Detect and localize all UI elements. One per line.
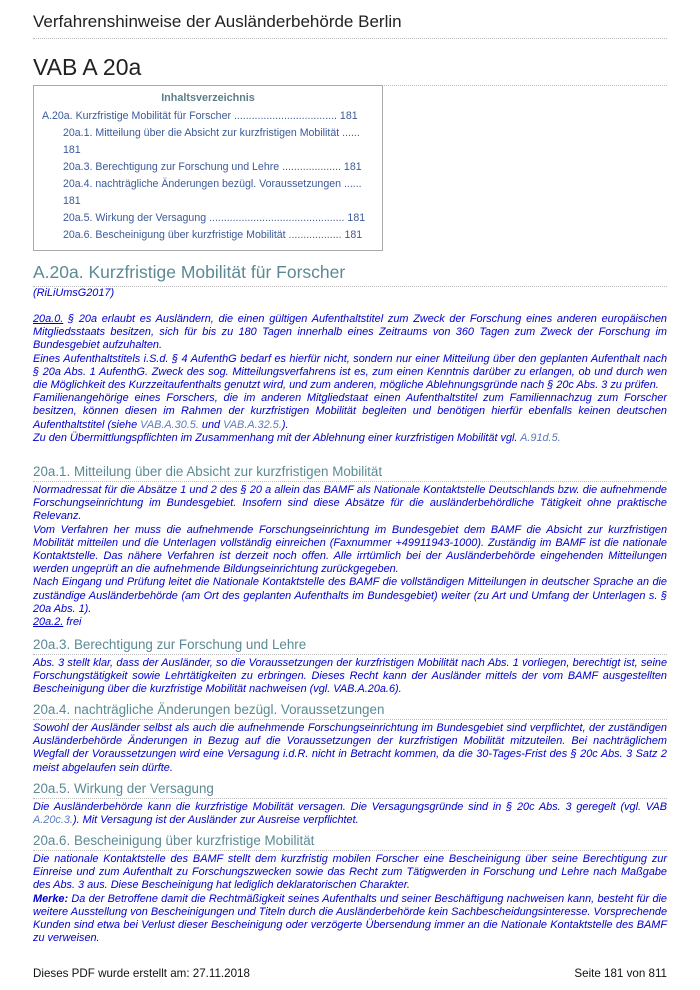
section-heading-20a3: 20a.3. Berechtigung zur Forschung und Lehre xyxy=(33,637,667,655)
footer-page-number: Seite 181 von 811 xyxy=(574,967,667,980)
toc-leader: ................................... xyxy=(233,110,337,122)
paragraph-text: und xyxy=(198,418,224,431)
section-main-source xyxy=(33,287,667,300)
paragraph-text: frei xyxy=(63,616,82,629)
paragraph xyxy=(33,616,667,629)
toc-leader: .................. xyxy=(288,229,342,241)
toc-leader: .................... xyxy=(282,161,341,173)
paragraph xyxy=(33,392,667,432)
toc-entry-page[interactable]: 181 xyxy=(339,110,358,122)
toc-leader: ...... xyxy=(342,127,360,139)
paragraph-text: ). xyxy=(281,418,289,431)
paragraph xyxy=(33,801,667,827)
page-footer xyxy=(33,967,667,980)
paragraph-text: Familienangehörige eines Forschers, die im anderen Mitgliedstaat einen Aufenthaltstitel zum Familiennachzug zum Forscher besitzen, können diesen im Rahmen der kurzfristigen Mobilität begleiten und benötigen hierfür ebenfalls keinen deutschen Aufenthaltstitel (siehe xyxy=(33,392,667,431)
section-20a6-body xyxy=(33,853,667,945)
paragraph: Eines Aufenthaltstitels i.S.d. § 4 AufenthG bedarf es hierfür nicht, sondern nur einer Mitteilung über den geplanten Aufenthalt nach § 20a Abs. 1 AufenthG. Zweck des sog. Mitteilungsverfahrens ist es, zum einen Kenntnis darüber zu erlangen, ob und durch wen die Möglichkeit des Kurzzeitaufenthalts genutzt wird, und zum anderen, mögliche Ablehnungsgründe nach § 20c Abs. 3 zu prüfen. xyxy=(33,352,667,392)
section-heading-20a5: 20a.5. Wirkung der Versagung xyxy=(33,781,667,799)
paragraph: Abs. 3 stellt klar, dass der Ausländer, so die Voraussetzungen der kurzfristigen Mobilität nach Abs. 1 vorliegen, berechtigt ist, seine Forschungstätigkeit sowie Lehrtätigkeiten zu erbringen. Dieses Recht kann der Ausländer mittels der vom BAMF ausgestellten Bescheinigung über die kurzfristige Mobilität nachweisen (vgl. VAB.A.20a.6). xyxy=(33,657,667,696)
paragraph-text: Da der Betroffene damit die Rechtmäßigkeit seines Aufenthalts und seiner Beschäftigung nachweisen kann, besteht für die weitere Ausstellung von Bescheinigungen und Titeln durch die Ausländerbehörde kein Sachbescheidungsinteresse. Vorsprechende Kunden sind etwa bei Verlust dieser Bescheinigung oder verzögerte Übersendung immer an die Nationale Kontaktstelle des BAMF zu verweisen. xyxy=(33,892,667,945)
cross-reference-link[interactable]: A.91d.5. xyxy=(520,431,561,444)
footer-created-date: Dieses PDF wurde erstellt am: 27.11.2018 xyxy=(33,967,250,980)
toc-entry-page[interactable]: 181 xyxy=(344,229,363,241)
toc-entry-text[interactable]: 20a.4. nachträgliche Änderungen bezügl. Voraussetzungen xyxy=(63,178,341,190)
toc-leader: .............................................. xyxy=(209,212,345,224)
toc-leader: ...... xyxy=(343,178,362,190)
paragraph: Sowohl der Ausländer selbst als auch die aufnehmende Forschungseinrichtung im Bundesgebiet sind verpflichtet, der zuständigen Ausländerbehörde Änderungen in Bezug auf die Voraussetzungen der kurzfristigen Mobilität mitzuteilen. Bei nachträglichem Wegfall der Voraussetzungen wird eine Versagung i.d.R. nicht in Betracht kommen, da die 30-Tages-Frist des § 20c Abs. 3 Satz 2 meist abgelaufen sein dürfte. xyxy=(33,722,667,774)
paragraph: Normadressat für die Absätze 1 und 2 des § 20 a allein das BAMF als Nationale Kontaktstelle Deutschlands bzw. die aufnehmende Forschungseinrichtung im Bundesgebiet. Insofern sind diese Absätze für die ausländerbehördliche Tätigkeit ohne praktische Relevanz. xyxy=(33,484,667,523)
paragraph-text: Die Ausländerbehörde kann die kurzfristige Mobilität versagen. Die Versagungsgründe sind in § 20c Abs. 3 geregelt (vgl. VAB xyxy=(33,801,667,813)
paragraph-text: ). Mit Versagung ist der Ausländer zur Ausreise verpflichtet. xyxy=(72,814,359,827)
paragraph-text: Zu den Übermittlungspflichten im Zusammenhang mit der Ablehnung einer kurzfristigen Mobilität vgl. xyxy=(33,431,521,444)
paragraph-number: 20a.0. xyxy=(33,313,64,325)
section-main-body xyxy=(33,313,667,445)
toc-entry[interactable] xyxy=(42,227,374,244)
toc-entry-page[interactable]: 181 xyxy=(347,212,366,224)
toc-entry-text[interactable]: 20a.5. Wirkung der Versagung xyxy=(63,212,207,224)
paragraph xyxy=(33,313,667,353)
section-heading-20a1: 20a.1. Mitteilung über die Absicht zur kurzfristigen Mobilität xyxy=(33,464,667,482)
section-heading-20a4: 20a.4. nachträgliche Änderungen bezügl. Voraussetzungen xyxy=(33,702,667,720)
cross-reference-link[interactable]: A.20c.3. xyxy=(33,814,73,827)
cross-reference-link[interactable]: VAB.A.30.5. xyxy=(140,418,199,431)
toc-entry[interactable] xyxy=(42,159,374,176)
section-20a3-body xyxy=(33,657,667,697)
toc-entry-text[interactable]: 20a.6. Bescheinigung über kurzfristige Mobilität xyxy=(63,229,286,241)
section-20a5-body xyxy=(33,801,667,827)
source-note: (RiLiUmsG2017) xyxy=(33,287,115,299)
table-of-contents xyxy=(33,85,383,251)
toc-entry-page[interactable]: 181 xyxy=(63,195,81,207)
section-heading-main: A.20a. Kurzfristige Mobilität für Forscher xyxy=(33,262,667,287)
toc-entry[interactable] xyxy=(42,210,374,227)
toc-entry[interactable] xyxy=(42,125,374,159)
toc-title: Inhaltsverzeichnis xyxy=(161,92,255,104)
toc-entry[interactable] xyxy=(42,108,374,125)
toc-entry-page[interactable]: 181 xyxy=(63,144,81,156)
paragraph-text: § 20a erlaubt es Ausländern, die einen gültigen Aufenthaltstitel zum Zweck der Forschung eines anderen europäischen Mitgliedsstaats besitzen, sich für bis zu 180 Tagen innerhalb eines Zeitraums von 360 Tagen zum Zweck der Forschung im Bundesgebiet aufzuhalten. xyxy=(33,313,667,352)
paragraph-number: 20a.2. xyxy=(33,616,64,629)
paragraph xyxy=(33,893,667,946)
section-20a1-body xyxy=(33,484,667,629)
cross-reference-link[interactable]: VAB.A.32.5. xyxy=(223,418,282,431)
toc-entry-text[interactable]: 20a.1. Mitteilung über die Absicht zur kurzfristigen Mobilität xyxy=(63,127,340,139)
document-title: VAB A 20a xyxy=(33,54,667,86)
toc-entry[interactable] xyxy=(42,176,374,210)
paragraph: Die nationale Kontaktstelle des BAMF stellt dem kurzfristig mobilen Forscher eine Bescheinigung über seine Berechtigung zur Einreise und zum Aufenthalt zu Forschungszwecken sowie das Recht zum Tätigwerden in Forschung und Lehre nach Maßgabe des Abs. 3 aus. Diese Bescheinigung hat lediglich deklaratorischen Charakter. xyxy=(33,853,667,892)
toc-entry-text[interactable]: A.20a. Kurzfristige Mobilität für Forscher xyxy=(42,110,231,122)
note-label: Merke: xyxy=(33,892,69,905)
paragraph: Nach Eingang und Prüfung leitet die Nationale Kontaktstelle des BAMF die vollständigen Mitteilungen in deutscher Sprache an die zuständige Ausländerbehörde (am Ort des geplanten Aufenthalts im Bundesgebiet) weiter (zu Art und Umfang der Unterlagen s. § 20a Abs. 1). xyxy=(33,576,667,615)
paragraph: Vom Verfahren her muss die aufnehmende Forschungseinrichtung im Bundesgebiet dem BAMF die Absicht zur kurzfristigen Mobilität mitteilen und die Unterlagen vollständig einreichen (Faxnummer +49911943-1000). Zuständig im BAMF ist die nationale Kontaktstelle. Das nähere Verfahren ist derzeit noch offen. Alle irrtümlich bei der Ausländerbehörde eingehenden Mitteilungen werden ungeprüft an die aufnehmende Bildungseinrichtung zurückgegeben. xyxy=(33,523,667,576)
running-header: Verfahrenshinweise der Ausländerbehörde Berlin xyxy=(33,12,667,39)
section-20a4-body xyxy=(33,722,667,775)
toc-entry-page[interactable]: 181 xyxy=(343,161,362,173)
section-heading-20a6: 20a.6. Bescheinigung über kurzfristige Mobilität xyxy=(33,833,667,851)
paragraph xyxy=(33,432,667,445)
toc-entry-text[interactable]: 20a.3. Berechtigung zur Forschung und Lehre xyxy=(63,161,280,173)
